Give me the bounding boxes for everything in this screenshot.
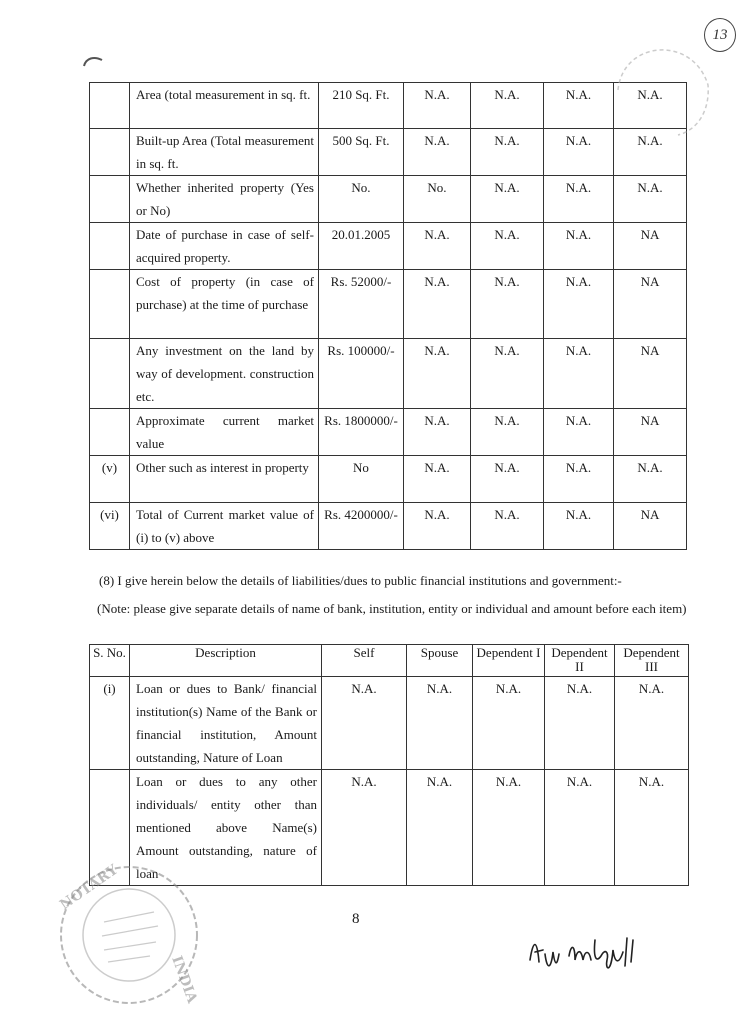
liabilities-cell-desc: Loan or dues to Bank/ financial institution(s) Name of the Bank or financial institution, Amount outstanding, Nature of Loan [130,677,322,770]
assets-cell-spouse: N.A. [404,83,471,129]
corner-seal-mark [598,30,718,140]
assets-cell-dep1: N.A. [471,223,544,270]
assets-cell-self: 210 Sq. Ft. [319,83,404,129]
assets-cell-desc: Area (total measurement in sq. ft. [130,83,319,129]
notary-stamp [34,850,204,1010]
assets-row [90,503,687,550]
assets-cell-dep3: NA [614,503,687,550]
assets-cell-sno: (vi) [90,503,130,550]
liabilities-cell-spouse: N.A. [407,770,473,886]
liabilities-cell-self: N.A. [322,770,407,886]
assets-cell-dep1: N.A. [471,83,544,129]
header-sno: S. No. [90,645,130,677]
liabilities-cell-dep1: N.A. [473,677,545,770]
section-8-note: (Note: please give separate details of name of bank, institution, entity or individual and amount before each item) [97,601,687,616]
page-corner-number: 13 [704,18,736,52]
assets-cell-spouse: No. [404,176,471,223]
assets-cell-sno [90,223,130,270]
signature [525,930,645,980]
assets-cell-dep3: NA [614,270,687,339]
assets-cell-sno [90,129,130,176]
assets-cell-self: Rs. 100000/- [319,339,404,409]
liabilities-row [90,677,689,770]
assets-cell-self: 500 Sq. Ft. [319,129,404,176]
assets-cell-spouse: N.A. [404,503,471,550]
assets-cell-self: No [319,456,404,503]
assets-cell-dep3: N.A. [614,129,687,176]
assets-cell-dep2: N.A. [544,503,614,550]
assets-cell-sno [90,176,130,223]
assets-row [90,129,687,176]
assets-cell-dep3: NA [614,223,687,270]
liabilities-cell-self: N.A. [322,677,407,770]
assets-cell-spouse: N.A. [404,409,471,456]
stamp-india-text: INDIA [168,953,201,1006]
punch-hole-mark [76,38,106,68]
header-dependent-3: Dependent III [615,645,689,677]
assets-cell-desc: Other such as interest in property [130,456,319,503]
assets-cell-sno [90,270,130,339]
assets-cell-self: No. [319,176,404,223]
assets-cell-sno [90,83,130,129]
assets-cell-dep2: N.A. [544,270,614,339]
assets-cell-dep2: N.A. [544,339,614,409]
assets-cell-desc: Total of Current market value of (i) to (v) above [130,503,319,550]
header-description: Description [130,645,322,677]
assets-row [90,456,687,503]
liabilities-cell-dep3: N.A. [615,770,689,886]
assets-cell-sno [90,409,130,456]
assets-cell-desc: Date of purchase in case of self-acquired property. [130,223,319,270]
assets-cell-dep1: N.A. [471,456,544,503]
assets-row [90,339,687,409]
page-number: 8 [352,911,360,927]
assets-cell-desc: Approximate current market value [130,409,319,456]
assets-cell-dep1: N.A. [471,176,544,223]
assets-cell-dep2: N.A. [544,176,614,223]
section-8-intro: (8) I give herein below the details of liabilities/dues to public financial institutions and government:- [99,573,622,588]
assets-cell-dep3: N.A. [614,456,687,503]
liabilities-cell-dep3: N.A. [615,677,689,770]
assets-cell-sno: (v) [90,456,130,503]
header-dependent-1: Dependent I [473,645,545,677]
assets-row [90,83,687,129]
header-spouse: Spouse [407,645,473,677]
assets-cell-desc: Built-up Area (Total measurement in sq. ft. [130,129,319,176]
assets-cell-self: Rs. 4200000/- [319,503,404,550]
assets-cell-desc: Whether inherited property (Yes or No) [130,176,319,223]
assets-cell-self: Rs. 1800000/- [319,409,404,456]
liabilities-cell-desc: Loan or dues to any other individuals/ entity other than mentioned above Name(s) Amount outstanding, nature of loan [130,770,322,886]
assets-cell-spouse: N.A. [404,270,471,339]
stamp-notary-text: NOTARY [57,861,121,914]
header-dependent-2: Dependent II [545,645,615,677]
assets-row [90,409,687,456]
assets-table-body [90,83,687,550]
assets-cell-spouse: N.A. [404,456,471,503]
assets-cell-dep1: N.A. [471,270,544,339]
assets-cell-spouse: N.A. [404,223,471,270]
assets-cell-dep1: N.A. [471,503,544,550]
liabilities-cell-dep1: N.A. [473,770,545,886]
assets-cell-dep1: N.A. [471,339,544,409]
header-self: Self [322,645,407,677]
liabilities-cell-spouse: N.A. [407,677,473,770]
assets-cell-dep2: N.A. [544,223,614,270]
assets-cell-dep2: N.A. [544,83,614,129]
assets-cell-self: Rs. 52000/- [319,270,404,339]
assets-cell-spouse: N.A. [404,339,471,409]
assets-cell-dep3: NA [614,339,687,409]
assets-table [89,82,687,550]
assets-cell-sno [90,339,130,409]
assets-cell-dep3: N.A. [614,176,687,223]
assets-row [90,176,687,223]
assets-cell-dep1: N.A. [471,129,544,176]
assets-cell-spouse: N.A. [404,129,471,176]
assets-cell-dep2: N.A. [544,409,614,456]
liabilities-cell-dep2: N.A. [545,770,615,886]
assets-cell-dep1: N.A. [471,409,544,456]
liabilities-header-row [90,645,689,677]
assets-row [90,223,687,270]
assets-cell-desc: Any investment on the land by way of development. construction etc. [130,339,319,409]
assets-row [90,270,687,339]
assets-cell-self: 20.01.2005 [319,223,404,270]
liabilities-cell-sno: (i) [90,677,130,770]
assets-cell-dep3: NA [614,409,687,456]
liabilities-cell-dep2: N.A. [545,677,615,770]
assets-cell-dep2: N.A. [544,456,614,503]
assets-cell-desc: Cost of property (in case of purchase) at the time of purchase [130,270,319,339]
assets-cell-dep3: N.A. [614,83,687,129]
assets-cell-dep2: N.A. [544,129,614,176]
